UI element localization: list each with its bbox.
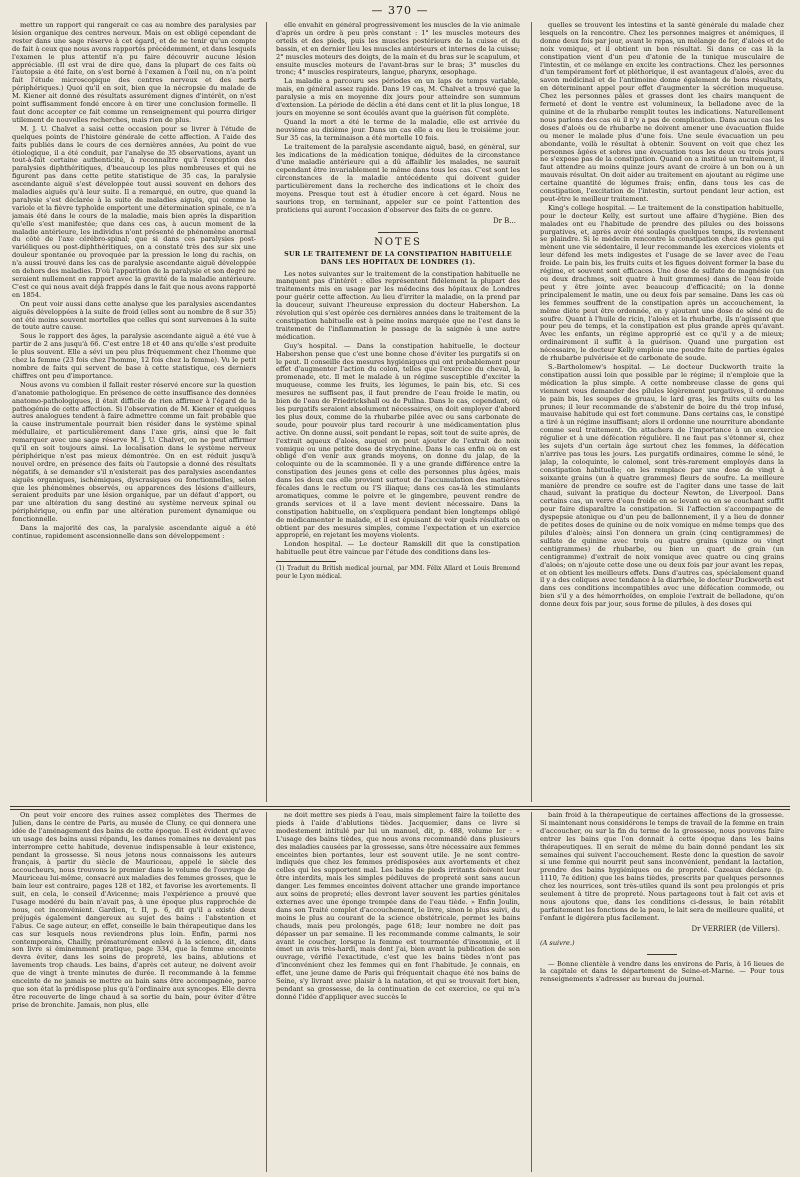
paragraph: London hospital. — Le docteur Ramskill dit que la constipation habituelle peut être vaincue par l'étude des conditions dans les-	[276, 540, 520, 557]
paragraph: elle envahit en général progressivement les muscles de la vie animale d'après un ordre à peu près constant : 1° les muscles moteurs des orteils et des pieds, puis les muscles postérieurs de la cuisse et du bassin, et en dernier lieu les muscles antérieurs et internes de la cuisse; 2° muscles moteurs des doigts, de la main et du bras sur le scapulum, et ensuite muscles moteurs de l'avant-bras sur le bras; 3° muscles du tronc; 4° muscles respirateurs, langue, pharynx, œsophage.	[276, 22, 520, 77]
column-divider	[531, 22, 532, 802]
paragraph: La maladie a parcouru ses périodes en un laps de temps variable, mais, en général assez rapide. Dans 19 cas, M. Chalvet a trouvé que la paralysie a mis en moyenne dix jours pour atteindre son summum d'extension. La période de déclin a été dans cent et lit la plus longue, 18 jours en moyenne se sont écoulés avant que la guérison fût complète.	[276, 77, 520, 117]
paragraph: Sous le rapport des âges, la paralysie ascendante aiguë a été vue à partir de 2 ans jusqu'à 66. C'est entre 18 et 40 ans qu'elle s'est produite le plus souvent. Elle a sévi un peu plus fréquemment chez l'homme que chez la femme (23 fois chez l'homme, 12 fois chez la femme). Vu le petit nombre de faits qui servent de base à cette statistique, ces derniers chiffres ont peu d'importance.	[12, 332, 256, 380]
paragraph: On peut voir aussi dans cette analyse que les paralysies ascendantes aiguës développées à la suite de froid (elles sont au nombre de 8 sur 35) ont été moins souvent mortelles que celles qui sont survenues à la suite de toute autre cause.	[12, 299, 256, 332]
column-divider	[266, 22, 267, 802]
article-column-1	[12, 22, 256, 802]
feuilleton-column-3	[540, 812, 784, 1172]
paragraph: S.-Bartholomew's hospital. — Le docteur Duckworth traite la constipation aussi loin que possible par le régime; il n'emploie que la médication la plus simple. A cette nombreuse classe de gens qui viennent vous demander des pilules légèrement purgatives, il ordonne le pain bis, les soupes de gruau, le lard gras, les fruits cuits ou les prunes; il leur recommande de s'abstenir de boire du thé trop infusé, mauvaise habitude qui est fort commune. Dans certains cas, le constipé a tiré à un régime insuffisant; alors il ordonne une nourriture abondante comme seul traitement. On attachera de l'importance à un exercice régulier et à une défécation régulière. Il ne faut pas s'étonner si, chez les sujets d'un certain âge surtout chez les femmes, la défécation n'arrive pas tous les jours. Les purgatifs ordinaires, comme le séné, le jalap, la coloquinte, le calomel, sont très-rarement employés dans la constipation habituelle; on les remplace par une dose de vingt à soixante grains (un à quatre grammes) fleurs de soufre. La meilleure manière de prendre ce soufre est de l'agiter dans une tasse de lait chaud, suivant la pratique du docteur Newton, de Liverpool. Dans certains cas, un verre d'eau froide en se levant ou en se couchant suffit pour faire disparaître la constipation. Si l'affection s'accompagne de dyspepsie atonique ou d'un peu de ballonnement, il y a lieu de donner de petites doses de quinine ou de noix vomique en même temps que des pilules d'aloès; ainsi l'on donnera un grain (cinq centigrammes) de sulfate de quinine avec trois ou quatre grains (quinze ou vingt centigrammes) de rhubarbe, ou bien un quart de grain (un centigramme) d'extrait de noix vomique avec quatre ou cinq grains d'aloès; on n'ajoute cette dose une ou deux fois par jour avant les repas, et on obtient les meilleurs effets. Dans d'autres cas, spécialement quand il y a des coliques avec tendance à la diarrhée, le docteur Duckworth est dans ces conditions incompatibles avec une défécation commode, ou bien s'il y a des hémorrhoïdes, on emploie l'extrait de belladone, qu'on donne deux fois par jour, sous forme de pilules, à des doses qui	[540, 362, 784, 609]
footnote: (1) Traduit du British medical journal, par MM. Félix Allard et Louis Bremond pour le Lyon médical.	[276, 565, 520, 580]
article-column-2	[276, 22, 520, 802]
paragraph: M. J. U. Chalvet a saisi cette occasion pour se livrer à l'étude de quelques points de l'histoire générale de cette affection. A l'aide des faits publiés dans le cours de ces dernières années, Au point de vue étiologique, il a été conduit, par l'analyse de 35 observations, ayant un tout-à-fait certaine authenticité, à reconnaître qu'à l'exception des paralysies diphthéritiques, d'beaucoup les plus nombreuses et qui ne figurent pas dans cette petite statistique de 35 cas, la paralysie ascendante aiguë s'est développée tout aussi souvent en dehors des maladies aiguës qu'à leur suite. Il a remarqué, en outre, que quand la paralysie s'est déclarée à la suite de maladies aiguës, qui comme la variole et la fièvre typhoïde emportent une détermination spinale, ce n'a jamais été dans le cours de la maladie, mais bien après la disparition qu'elle s'est manifestée; que dans ces cas, à aucun moment de la maladie antérieure, les individus n'ont présenté de phénomène anormal du côté de l'axe cérébro-spinal; que si dans ces paralysies post-variéliques ou post-diphthéritiques, on a constaté très des sur six une douleur spontanée ou provoquée par la pression le long du rachis, on n'a aussi trouvé dans les cas de paralysie ascendante aiguë développée en dehors des maladies. D'où l'apparition de la paralysie et son degré ne seraient nullement en rapport avec la gravité de la maladie antérieure. C'est ce qui nous avait déjà frappés dans le fait que nous avons rapporté en 1854.	[12, 124, 256, 299]
separator	[647, 954, 677, 955]
paragraph: On peut voir encore des ruines assez complètes des Thermes de Julien, dans le centre de Paris, au musée de Cluny, ce qui donnera une idée de l'aménagement des bains de cette époque. Il est évident qu'avec un usage des bains aussi répandu, les dames romaines ne devaient pas interrompre cette habitude, devenue indispensable à leur existence, pendant la grossesse. Si nous jetons nous connaissons les auteurs français, à partir du siècle de Mauriceau, appelé le siècle des accoucheurs, nous trouvons le premier dans le volume de l'ouvrage de Mauriceau lui-même, consacré aux maladies des femmes grosses, que le bain leur est contraire, pages 128 et 182, et favorise les avortements. Il suit, en cela, le conseil d'Avicenne; mais l'expérience a prouvé que l'usage modéré du bain n'avait pas, à une époque plus rapprochée de nous, cet inconvénient. Gardien, t. II, p. 6, dit qu'il a existé deux préjugés également dangereux au sujet des bains : l'abstention et l'abus. Ce sage auteur, en effet, conseille le bain thérapeutique dans les cas sur lesquels nous reviendrons plus loin. Enfin, parmi nos contemporains, Chailly, prématurément enlevé à la science, dit, dans son livre si éminemment pratique, page 334, que la femme enceinte devra éviter, dans les soins de propreté, les bains, ablutions et lavements trop chauds. Les bains, d'après cet auteur, ne doivent avoir que de vingt à trente minutes de durée. Il recommande à la femme enceinte de ne jamais se mettre au bain sans être accompagnée, parce que son état la prédispose plus qu'à l'ordinaire aux syncopes. Elle devra être recouverte de linge chaud à sa sortie du bain, pour éviter d'être prise de bronchite. Jamais, non plus, elle	[12, 812, 256, 1009]
paragraph: Dans la majorité des cas, la paralysie ascendante aiguë a été continue, rapidement ascensionnelle dans son développement :	[12, 524, 256, 540]
paragraph: mettre un rapport qui rangerait ce cas au nombre des paralysies par lésion organique des centres nerveux. Mais on est obligé cependant de rester dans une sage réserve à cet égard, et de ne tenir qu'un compte de fait à ceux que nous avons rapportés précédemment, et dans lesquels l'examen le plus attentif n'a pu faire découvrir aucune lésion appréciable. (Il est vrai de dire que, dans la plupart de ces faits où l'autopsie a été faite, on s'est borné à l'examen à l'œil nu, on n'a point fait l'étude microscopique des centres nerveux et des nerfs périphériques.) Quoi qu'il en soit, bien que la nécropsie du malade de M. Kiener ait donné des résultats assurément dignes d'intérêt, on n'est point suffisamment fondé encore à en tirer une conclusion formelle. Il faut donc accepter ce fait comme un renseignement qui pourra diriger utilement de nouvelles recherches, mais rien de plus.	[12, 22, 256, 124]
author-signature: Dr B...	[492, 216, 516, 225]
section-title: NOTES	[374, 236, 422, 248]
page-number: — 370 —	[371, 4, 429, 17]
footnote-rule	[276, 561, 336, 562]
feuilleton-divider	[10, 806, 790, 810]
classified-notice: — Bonne clientèle à vendre dans les environs de Paris, à 16 lieues de la capitale et dans le département de Seine-et-Marne. — Pour tous renseignements s'adresser au bureau du journal.	[540, 959, 784, 984]
paragraph: King's college hospital. — Le traitement de la constipation habituelle, pour le docteur Kelly, est surtout une affaire d'hygiène. Bien des malades ont eu l'habitude de prendre des pilules ou des boissons purgatives, et, après avoir été soulagés quelques temps, ils reviennent se plaindre. Si le médecin rencontre la constipation chez des gens qui mènent une vie sédentaire, il leur recommande les exercices violents et leur défend les mets indigestes et l'usage de se laver avec de l'eau froide. Le pain bis, les fruits cuits et les figues doivent former la base du régime, et souvent sont efficaces. Une dose de sulfate de magnésie (un ou deux drachmes, soit quatre à huit grammes) dans de l'eau froide peut y être jointe avec beaucoup d'efficacité; on la donne principalement le matin, une ou deux fois par semaine. Dans les cas où les femmes souffrent de la constipation après un accouchement, la même diète peut être ordonnée, en y ajoutant une dose de séné ou de soufre. Quant à l'huile de ricin, l'aloès et la rhubarbe, ils n'agissent que pour peu de temps, et la constipation est plus grande après qu'avant. Avec les enfants, un régime approprié est ce qu'il y a de mieux; ordinairement il suffit à la guérison. Quand une purgation est nécessaire, le docteur Kelly emploie une poudre faite de parties égales de rhubarbe pulvérisée et de carbonate de soude.	[540, 203, 784, 363]
feuilleton-column-1	[12, 812, 256, 1172]
feuilleton-column-2	[276, 812, 520, 1172]
paragraph: Le traitement de la paralysie ascendante aiguë, basé, en général, sur les indications de la médication tonique, déduites de la circonstance d'une maladie antérieure qui a dû affaiblir les malades, ne saurait cependant être invariablement le même dans tous les cas. C'est sont les circonstances de la maladie antécédente qui doivent guider particulièrement dans la recherche des indications et le choix des moyens. Presque tout est à étudier encore à cet égard. Nous ne saurions trop, en terminant, appeler sur ce point l'attention des praticiens qui auront l'occasion d'observer des faits de ce genre.	[276, 142, 520, 214]
continued-note: (A suivre.)	[540, 938, 575, 947]
column-divider	[531, 812, 532, 1172]
article-column-3	[540, 22, 784, 802]
paragraph: Guy's hospital. — Dans la constipation habituelle, le docteur Habershon pense que c'est une bonne chose d'éviter les purgatifs si on le peut. Il conseille des mesures hygiéniques qui ont probablement pour effet d'augmenter l'action du colon, telles que l'exercice du cheval, la promenade, etc. Il met le malade à un régime susceptible d'exciter la muqueuse, comme les fruits, les légumes, le pain bis, etc. Si ces mesures ne suffisent pas, il faut prendre de l'eau froide le matin, ou bien de l'eau de Friedrickshall ou de Pullna. Dans le cas, cependant, où les purgatifs seraient absolument nécessaires, on doit employer d'abord les plus doux, comme de la rhubarbe pilée avec ou sans carbonate de soude, pour pouvoir plus tard recourir à une médicamentation plus active. On donne aussi, soit pendant le repas, soit tout de suite après, de l'extrait aqueux d'aloès, auquel on peut ajouter de l'extrait de noix vomique ou une petite dose de strychnine. Dans le cas enfin où on est obligé d'en venir aux grands moyens, on donne du jalap, de la coloquinte ou de la scammonée. Il y a une grande différence entre la constipation des jeunes gens et celle des personnes plus âgées, mais dans les deux cas elle provient surtout de l'accumulation des matières fécales dans le rectum ou l'S iliaque; dans ces cas-là les stimulants aromatiques, comme le poivre et le gingembre, peuvent rendre de grands services et il a lave ment devient nécessaire. Dans la constipation habituelle, on s'expliquera pendant bien longtemps obligé de médicamenter le malade, et il est épuisant de voir quels résultats on obtient par des mesures simples, comme l'expectation et un exercice approprié, en rejetant les moyens violents.	[276, 341, 520, 540]
separator	[378, 232, 418, 233]
paragraph: ne doit mettre ses pieds à l'eau, mais simplement faire la toilette des pieds à l'aide d'ablutions tièdes. Jacquemier, dans ce livre si modestement intitulé par lui un manuel, dit, p. 488, volume Ier : « L'usage des bains tièdes, que nous avons recommandé dans plusieurs des maladies causées par la grossesse, sans être nécessaire aux femmes enceintes bien portantes, leur est souvent utile. Je ne sont contre-indiqués que chez les femmes prédisposées aux avortements et chez celles qui les supportent mal. Les bains de pieds irritants doivent leur être interdits, mais les simples pédiluves de propreté sont sans aucun danger. Les femmes enceintes doivent attacher une grande importance aux soins de propreté; elles devront laver souvent les parties génitales externes avec une éponge trempée dans de l'eau tiède. » Enfin Joulin, dans son Traité complet d'accouchement, le livre, sinon le plus suivi, du moins le plus au courant de la science obstétricale, permet les bains chauds, mais peu prolongés, page 618; leur nombre ne doit pas dépasser un par semaine. Il les recommande comme calmants, le soir avant le coucher, lorsque la femme est tourmentée d'insomnie, et il émet un avis très-hardi, mais dont j'ai, bien avant la publication de son ouvrage, vérifié l'exactitude, c'est que les bains tièdes n'ont pas d'inconvénient chez les femmes qui en font l'habitude. Je connais, en effet, une jeune dame de Paris qui fréquentait chaque été nos bains de Seine, s'y livrant avec plaisir à la natation, et qui se trouvait fort bien, pendant sa grossesse, de la continuation de cet exercice, ce qui m'a donné l'idée d'appliquer avec succès le	[276, 812, 520, 1001]
section-subtitle: SUR LE TRAITEMENT DE LA CONSTIPATION HABITUELLE DANS LES HOPITAUX DE LONDRES (1).	[284, 249, 512, 266]
paragraph: Quand la mort a été le terme de la maladie, elle est arrivée du neuvième au dixième jour. Dans un cas elle a eu lieu le troisième jour. Sur 35 cas, la terminaison a été mortelle 10 fois.	[276, 117, 520, 142]
paragraph: quelles se trouvent les intestins et la santé générale du malade chez lesquels on la rencontre. Chez les personnes maigres et anémiques, il donne deux fois par jour, avant le repas, un mélange de fer, d'aloès et de noix vomique, et il obtient un bon résultat. Si dans ce cas là la constipation vient d'un peu d'atonie de la tunique musculaire de l'intestin, et ce mélange en excite les contractions. Chez les personnes d'un tempérament fort et pléthorique, il est avantageux d'aloès, avec du savon médicinal et de l'antimoine donne également de bons résultats, en déterminant appel pour effet d'augmenter la sécrétion muqueuse. Chez les personnes pâles et grasses dont les chairs manquent de fermeté et dont le ventre est volumineux, la belladone avec de la quinine et de la rhubarbe remplit toutes les indications. Naturellement nous parlons des cas où il n'y a pas de complication. Dans aucun cas les doses d'aloès ou de rhubarbe ne doivent amener une évacuation fluide ou mener le malade plus d'une fois. Une seule évacuation un peu abondante, voilà le résultat à obtenir. Souvent on voit que chez les personnes âgées et sobres une évacuation tous les deux ou trois jours ne s'expose pas de la constipation. Quand on a institué un traitement, il faut attendre au moins quinze jours avant de croire à un bon ou à un mauvais résultat. On doit aider au traitement en ajoutant au régime une certaine quantité de légumes frais; enfin, dans tous les cas de constipation, l'excitation de l'intestin, surtout pendant leur action, est peut-être le meilleur traitement.	[540, 22, 784, 203]
column-divider	[266, 812, 267, 1172]
paragraph: Les notes suivantes sur le traitement de la constipation habituelle ne manquent pas d'intérêt : elles représentent fidèlement la plupart des traitements mis en usage par les médecins des hôpitaux de Londres pour guérir cette affection. Au lieu d'irriter la maladie, on la prend par la douceur, suivant l'heureuse expression du docteur Habershon. La révolution qui s'est opérée ces dernières années dans le traitement de la constipation habituelle est à peine moins marquée que ne l'est dans le traitement de l'inflammation le passage de la saignée à une autre médication.	[276, 269, 520, 341]
paragraph: bain froid à la thérapeutique de certaines affections de la grossesse. Si maintenant nous considérons le temps de travail de la femme en train d'accoucher, ou sur la fin du terme de la grossesse, nous pouvons faire entrer les bains que l'on donnait à cette époque dans les bains thérapeutiques. Il en serait de même du bain donné pendant les six semaines qui suivent l'accouchement. Reste donc la question de savoir si une femme qui nourrit peut sans inconvénient, pendant la lactation, prendre des bains hygiéniques ou de propreté. Cazeaux déclare (p. 1110, 7e édition) que les bains tièdes, prescrits par quelques personnes chez les nourrices, sont très-utiles quand ils sont peu prolongés et pris seulement à titre de propreté. Nous partageons tout à fait cet avis et nous ajoutons que, dans les conditions ci-dessus, le bain rétablit parfaitement les fonctions de la peau, le lait sera de meilleure qualité, et l'enfant le digérera plus facilement.	[540, 812, 784, 922]
author-signature: Dr VERRIER (de Villers).	[691, 924, 780, 933]
paragraph: Nous avons vu combien il fallait rester réservé encore sur la question d'anatomie pathologique. En présence de cette insuffisance des données anatomo-pathologiques, il était difficile de rien affirmer à l'égard de la pathogénie de cette affection. Si l'observation de M. Kiener et quelques autres analogues tendent à faire admettre comme un fait probable que la cause instrumentale pourrait bien résider dans le système spinal médullaire, et particulièrement dans l'axe gris, ainsi que le fait remarquer avec une sage réserve M. J. U. Chalvet, on ne peut affirmer qu'il en soit toujours ainsi. La localisation dans le système nerveux périphérique n'est pas mieux démontrée. On en est réduit jusqu'à nouvel ordre, en présence des faits où l'autopsie a donné des résultats négatifs, à se demander s'il n'existerait pas des paralysies ascendantes aiguës organiques, ischémiques, dyscrasiques ou fonctionnelles, selon que les phénomènes observés, ou apparences des lésions d'ailleurs, seraient produits par une lésion organique, par un défaut d'apport, ou par une altération du sang destiné au système nerveux spinal ou périphérique, ou enfin par une altération purement dynamique ou fonctionnelle.	[12, 380, 256, 524]
